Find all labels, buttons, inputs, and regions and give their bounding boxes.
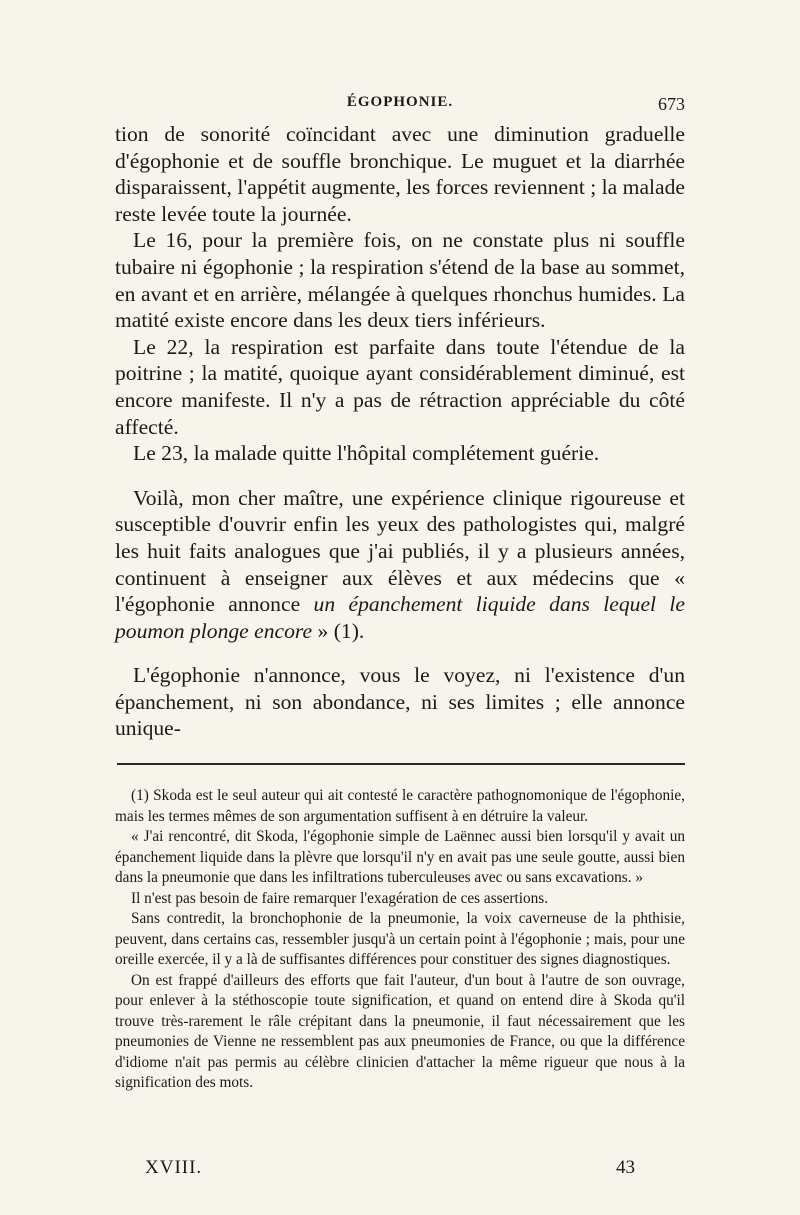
footnotes — [115, 786, 685, 1094]
paragraph-egophonie: L'égophonie n'annonce, vous le voyez, ni l'existence d'un épanchement, ni son abondance, ni ses limites ; elle annonce unique- — [115, 663, 685, 741]
signature-mark: XVIII. — [145, 1157, 203, 1178]
main-text — [115, 121, 685, 742]
footnote-stethoscopie: On est frappé d'ailleurs des efforts que fait l'auteur, d'un bout à l'autre de son ouvrage, pour enlever à la stéthoscopie toute signification, et quand on entend dire à Skoda qu'il trouve très-rarement le râle crépitant dans la pneumonie, il faut nécessairement que les pneumonies de Vienne ne ressemblent pas aux pneumonies de France, ou que la différence d'idiome n'ait pas permis au célèbre clinicien d'attacher la même rigueur que nous à la signification des mots. — [115, 971, 685, 1091]
paragraph-conclusion — [115, 485, 685, 645]
footnote-1: (1) Skoda est le seul auteur qui ait contesté le caractère pathognomonique de l'égophonie, mais les termes mêmes de son argumentation suffisent à en détruire la valeur. — [115, 787, 685, 825]
page-number: 673 — [658, 94, 685, 114]
footnote-bronchophonie: Sans contredit, la bronchophonie de la pneumonie, la voix caverneuse de la phthisie, peuvent, dans certains cas, ressembler jusqu'à un certain point à l'égophonie ; mais, pour une oreille exercée, il y a là de suffisantes différences pour constituer des signes diagnostiques. — [115, 910, 685, 968]
paragraph-day-23: Le 23, la malade quitte l'hôpital complétement guérie. — [133, 441, 600, 466]
page-footer — [145, 1157, 635, 1185]
page-header — [115, 94, 685, 122]
paragraph-continuation: tion de sonorité coïncidant avec une diminution graduelle d'égophonie et de souffle bronchique. Le muguet et la diarrhée disparaissent, l'appétit augmente, les forces reviennent ; la malade reste levée toute la journée. — [115, 122, 685, 226]
running-title: ÉGOPHONIE. — [346, 94, 454, 110]
paragraph-day-22: Le 22, la respiration est parfaite dans toute l'étendue de la poitrine ; la matité, quoique ayant considérablement diminué, est encore manifeste. Il n'y a pas de rétraction appréciable du côté affecté. — [115, 334, 685, 439]
paragraph-day-16: Le 16, pour la première fois, on ne constate plus ni souffle tubaire ni égophonie ; la respiration s'étend de la base au sommet, en avant et en arrière, mélangée à quelques rhonchus humides. La matité existe encore dans les deux tiers inférieurs. — [115, 228, 685, 333]
footnote-reference: » (1). — [312, 618, 365, 643]
footnote-exaggeration: Il n'est pas besoin de faire remarquer l'exagération de ces assertions. — [131, 889, 549, 907]
conclusion-text: Voilà, mon cher maître, une expérience clinique rigoureuse et susceptible d'ouvrir enfin les yeux des pathologistes qui, malgré les huit faits analogues que j'ai publiés, il y a plusieurs années, continuent à enseigner aux élèves et aux médecins que « l'égophonie annonce — [115, 485, 685, 617]
sheet-number: 43 — [616, 1157, 635, 1178]
footnote-rule — [117, 763, 685, 765]
quoted-definition: un épanchement liquide dans lequel le poumon plonge encore — [115, 592, 685, 643]
footnote-skoda-quote: « J'ai rencontré, dit Skoda, l'égophonie simple de Laënnec aussi bien lorsqu'il y avait un épanchement liquide dans la plèvre que lorsqu'il n'y en avait pas une seule goutte, aussi bien dans la pneumonie que dans les infiltrations tuberculeuses avec ou sans excavations. » — [115, 828, 685, 886]
